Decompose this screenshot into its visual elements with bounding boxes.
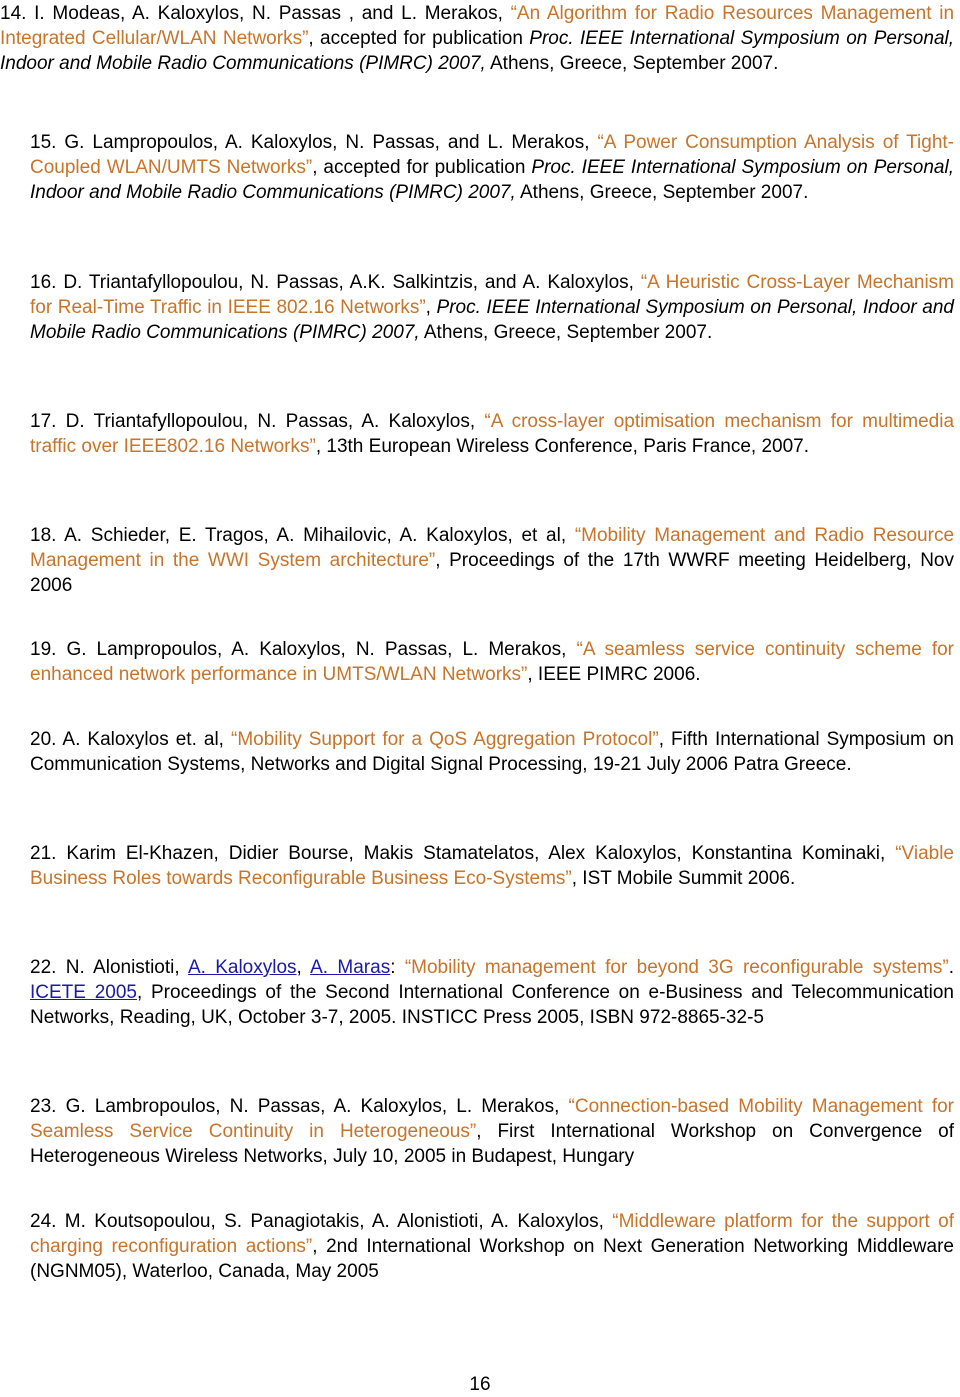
- reference-number: 19.: [30, 639, 57, 660]
- reference-item-14: [0, 1, 954, 76]
- reference-authors: A. Kaloxylos et. al,: [62, 729, 231, 750]
- reference-venue: Proc. IEEE International Symposium on Personal, Indoor and Mobile Radio Communications (PIMRC) 2007,: [0, 28, 955, 74]
- reference-venue-suffix: , Proceedings of the Second International Conference on e-Business and Telecommunication Networks, Reading, UK, October 3-7, 2005. INSTICC Press 2005, ISBN 972-8865-32-5: [30, 982, 955, 1028]
- reference-title: “A Heuristic Cross-Layer Mechanism for Real-Time Traffic in IEEE 802.16 Networks”: [30, 272, 955, 318]
- reference-authors: I. Modeas, A. Kaloxylos, N. Passas , and L. Merakos,: [34, 3, 511, 24]
- reference-title: “A Power Consumption Analysis of Tight-Coupled WLAN/UMTS Networks”: [30, 132, 955, 178]
- reference-title: “An Algorithm for Radio Resources Management in Integrated Cellular/WLAN Networks”: [0, 3, 955, 49]
- reference-authors: A. Schieder, E. Tragos, A. Mihailovic, A. Kaloxylos, et al,: [64, 525, 575, 546]
- reference-venue-prefix: ,: [425, 297, 437, 318]
- author-link-maras[interactable]: A. Maras: [310, 957, 391, 978]
- reference-venue: Proc. IEEE International Symposium on Personal, Indoor and Mobile Radio Communications (PIMRC) 2007,: [30, 297, 954, 343]
- reference-authors: M. Koutsopoulou, S. Panagiotakis, A. Alonistioti, A. Kaloxylos,: [64, 1211, 613, 1232]
- reference-item-18: [30, 523, 954, 598]
- reference-number: 14.: [0, 3, 27, 24]
- author-colon: :: [390, 957, 405, 978]
- reference-venue-suffix: Athens, Greece, September 2007.: [419, 322, 713, 343]
- author-link-kaloxylos[interactable]: A. Kaloxylos: [187, 957, 297, 978]
- reference-venue-suffix: , IST Mobile Summit 2006.: [571, 868, 796, 889]
- reference-title: “A seamless service continuity scheme for enhanced network performance in UMTS/WLAN Networks”: [30, 639, 954, 685]
- reference-number: 18.: [30, 525, 57, 546]
- reference-authors: D. Triantafyllopoulou, N. Passas, A.K. Salkintzis, and A. Kaloxylos,: [63, 272, 641, 293]
- reference-number: 23.: [30, 1096, 57, 1117]
- reference-venue-suffix: Athens, Greece, September 2007.: [515, 182, 809, 203]
- reference-item-22: [30, 955, 954, 1030]
- reference-item-23: [30, 1094, 954, 1169]
- reference-number: 21.: [30, 843, 57, 864]
- title-period: .: [948, 957, 955, 978]
- reference-number: 16.: [30, 272, 57, 293]
- page-number: 16: [469, 1374, 491, 1395]
- reference-item-17: [30, 409, 954, 459]
- reference-venue-suffix: , First International Workshop on Convergence of Heterogeneous Wireless Networks, July 10, 2005 in Budapest, Hungary: [30, 1121, 954, 1167]
- reference-venue-suffix: , 2nd International Workshop on Next Generation Networking Middleware (NGNM05), Waterloo, Canada, May 2005: [30, 1236, 954, 1282]
- reference-venue-prefix: , accepted for publication: [308, 28, 530, 49]
- reference-item-19: [30, 637, 954, 687]
- reference-authors: G. Lampropoulos, A. Kaloxylos, N. Passas, L. Merakos,: [66, 639, 577, 660]
- reference-title: “A cross-layer optimisation mechanism for multimedia traffic over IEEE802.16 Networks”: [30, 411, 955, 457]
- reference-item-15: [30, 130, 954, 205]
- reference-item-24: [30, 1209, 954, 1284]
- reference-title: “Middleware platform for the support of charging reconfiguration actions”: [30, 1211, 955, 1257]
- reference-number: 24.: [30, 1211, 57, 1232]
- reference-title: “Mobility management for beyond 3G reconfigurable systems”: [404, 957, 949, 978]
- reference-venue-suffix: , IEEE PIMRC 2006.: [527, 664, 701, 685]
- author-separator: ,: [296, 957, 311, 978]
- reference-title: “Viable Business Roles towards Reconfigurable Business Eco-Systems”: [30, 843, 954, 889]
- reference-title: “Mobility Management and Radio Resource Management in the WWI System architecture”: [30, 525, 955, 571]
- reference-venue: Proc. IEEE International Symposium on Personal, Indoor and Mobile Radio Communications (PIMRC) 2007,: [30, 157, 954, 203]
- reference-venue-suffix: Athens, Greece, September 2007.: [485, 53, 779, 74]
- reference-venue-prefix: , accepted for publication: [312, 157, 532, 178]
- reference-number: 22.: [30, 957, 57, 978]
- reference-item-21: [30, 841, 954, 891]
- reference-venue-suffix: , Proceedings of the 17th WWRF meeting Heidelberg, Nov 2006: [30, 550, 954, 596]
- reference-title: “Mobility Support for a QoS Aggregation Protocol”: [231, 729, 659, 750]
- conference-link-icete[interactable]: ICETE 2005: [30, 982, 137, 1003]
- reference-authors: Karim El-Khazen, Didier Bourse, Makis Stamatelatos, Alex Kaloxylos, Konstantina Kominaki,: [66, 843, 896, 864]
- reference-item-20: [30, 727, 954, 777]
- reference-venue-suffix: , 13th European Wireless Conference, Paris France, 2007.: [315, 436, 810, 457]
- reference-authors: G. Lambropoulos, N. Passas, A. Kaloxylos, L. Merakos,: [65, 1096, 569, 1117]
- reference-number: 15.: [30, 132, 57, 153]
- reference-title: “Connection-based Mobility Management for Seamless Service Continuity in Heterogeneous”: [30, 1096, 955, 1142]
- reference-number: 17.: [30, 411, 57, 432]
- reference-authors: D. Triantafyllopoulou, N. Passas, A. Kaloxylos,: [65, 411, 485, 432]
- reference-number: 20.: [30, 729, 57, 750]
- reference-authors: G. Lampropoulos, A. Kaloxylos, N. Passas, and L. Merakos,: [64, 132, 598, 153]
- reference-item-16: [30, 270, 954, 345]
- reference-authors: N. Alonistioti,: [65, 957, 188, 978]
- reference-venue-suffix: , Fifth International Symposium on Communication Systems, Networks and Digital Signal Processing, 19-21 July 2006 Patra Greece.: [30, 729, 955, 775]
